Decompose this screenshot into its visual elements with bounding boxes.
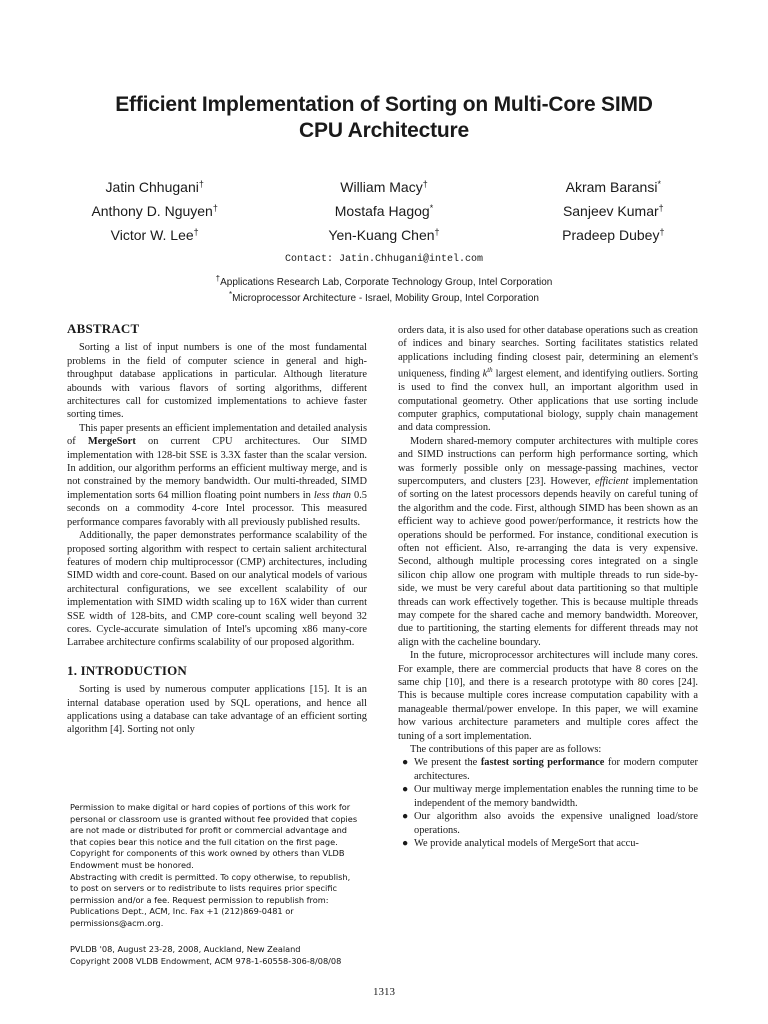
permission-line: Publications Dept., ACM, Inc. Fax +1 (212)869-0481 or bbox=[70, 906, 294, 917]
intro-continued-paragraph: orders data, it is also used for other database operations such as creation of indices and binary searches. Sorting facilitates statistics related applications including finding closest pair, determining an element's uniqueness, finding $k^{th}$ largest element, and identifying outliers. Sorting is used to find the convex hull, an important algorithm used in computational geometry. Other applications that use sorting include computer graphics, computational biology, supply chain management and data compression. bbox=[398, 325, 699, 434]
author-column-2 bbox=[274, 174, 494, 246]
author-name: Sanjeev Kumar† bbox=[562, 203, 664, 219]
permission-line: are not made or distributed for profit or commercial advantage and bbox=[70, 825, 347, 836]
paper-title-line-2: CPU Architecture bbox=[299, 119, 469, 142]
intro-paragraph-2: Modern shared-memory computer architectures with multiple cores and SIMD instructions can perform high performance sorting, which was formerly possible only on message-passing machines, vector supercomputers, and clusters [23]. However, efficient implementation of sorting on the latest processors depends heavily on careful tuning of the algorithm and the code. First, although SIMD has been shown as an efficient way to achieve good power/performance, it restricts how the operations should be performed. For instance, conditional execution is often not efficient. Also, re-arranging the data is very expensive. Second, although multiple processing cores integrated on a single silicon chip allow one program with multiple threads to run side-by-side, we must be very careful about data partitioning so that multiple threads can work effectively together. This is because multiple threads may compete for the shared cache and memory bandwidth. Moreover, due to partitioning, the starting elements for different threads may not align with the cacheline boundary. bbox=[398, 435, 698, 648]
affiliation-1: †Applications Research Lab, Corporate Technology Group, Intel Corporation bbox=[215, 274, 553, 288]
permission-line: Permission to make digital or hard copies of portions of this work for bbox=[70, 802, 351, 812]
contributions-lead: The contributions of this paper are as follows: bbox=[410, 744, 602, 756]
contact-line: Contact: Jatin.Chhugani@intel.com bbox=[284, 254, 484, 265]
venue-line: PVLDB '08, August 23-28, 2008, Auckland, New Zealand bbox=[70, 944, 301, 954]
author-name: Jatin Chhugani† bbox=[105, 179, 204, 195]
abstract-paragraph-2: This paper presents an efficient implementation and detailed analysis of MergeSort on current CPU architectures. Our SIMD implementation with 128-bit SSE is 3.3X faster than the scalar version. In addition, our algorithm performs an efficient multiway merge, and is not constrained by the memory bandwidth. Our multi-threaded, SIMD implementation sorts 64 million floating point numbers in less than 0.5 seconds on a commodity 4-core Intel processor. This measured performance compares favorably with all previously published results. bbox=[67, 422, 367, 528]
author-name: Mostafa Hagog* bbox=[334, 203, 434, 219]
affiliation-2: *Microprocessor Architecture - Israel, Mobility Group, Intel Corporation bbox=[229, 290, 539, 304]
venue-notice bbox=[70, 944, 370, 967]
author-column-1 bbox=[45, 174, 265, 246]
intro-paragraph-3: In the future, microprocessor architectures will include many cores. For example, there are commercial products that have 8 cores on the same chip [10], and there is a research prototype with 80 cores [24]. This is because multiple cores increase computation capability with a manageable thermal/power envelope. In this paper, we will examine how various architecture parameters and multiple cores affect the tuning of a sort implementation. bbox=[398, 650, 698, 742]
copyright-line: Copyright 2008 VLDB Endowment, ACM 978-1-60558-306-8/08/08 bbox=[70, 955, 342, 966]
permission-line: that copies bear this notice and the full citation on the first page. bbox=[70, 836, 338, 847]
page-number: 1313 bbox=[373, 986, 395, 998]
paper-title-line-1: Efficient Implementation of Sorting on Multi-Core SIMD bbox=[115, 93, 653, 116]
permission-line: to post on servers or to redistribute to lists requires prior specific bbox=[70, 883, 337, 894]
bullet-icon: ● bbox=[402, 757, 409, 769]
bullet-icon: ● bbox=[402, 811, 409, 823]
list-item: ● We provide analytical models of MergeSort that accu- bbox=[402, 837, 639, 849]
abstract-heading: ABSTRACT bbox=[67, 321, 140, 336]
abstract-paragraph-1: Sorting a list of input numbers is one of the most fundamental problems in the field of computer science in general and high-throughput database applications in particular. Although literature abounds with various flavors of sorting algorithms, different architectures call for customized implementations to achieve faster sorting times. bbox=[67, 342, 367, 421]
permission-line: permissions@acm.org. bbox=[70, 917, 164, 928]
bullet-icon: ● bbox=[402, 784, 409, 796]
bullet-icon: ● bbox=[402, 837, 409, 849]
contributions-list bbox=[398, 756, 698, 850]
author-name: Yen-Kuang Chen† bbox=[328, 227, 440, 243]
author-column-3 bbox=[503, 174, 723, 246]
abstract-paragraph-3: Additionally, the paper demonstrates performance scalability of the proposed sorting algorithm with respect to certain salient architectural features of modern chip multiprocessor (CMP) architectures, including SIMD width and core-count. Based on our analytical models of various architectural configurations, we see excellent scalability of our implementation with SIMD width scaling up to 16X wider than current SSE width of 128-bits, and CMP core-count scaling well beyond 32 cores. Cycle-accurate simulation of Intel's upcoming x86 many-core Larrabee architecture confirms scalability of our proposed algorithm. bbox=[67, 530, 367, 649]
list-item: ● We present the fastest sorting performance for modern computer architectures. bbox=[402, 757, 698, 782]
permission-line: Copyright for components of this work owned by others than VLDB bbox=[70, 848, 345, 859]
introduction-paragraph-1: Sorting is used by numerous computer applications [15]. It is an internal database operation used by SQL operations, and hence all applications using a database can take advantage of an efficient sorting algorithm [4]. Sorting not only bbox=[67, 684, 367, 736]
author-name: William Macy† bbox=[340, 179, 428, 195]
left-column bbox=[67, 322, 367, 737]
author-name: Pradeep Dubey† bbox=[562, 227, 665, 243]
introduction-heading: 1. INTRODUCTION bbox=[67, 662, 188, 678]
permission-line: Endowment must be honored. bbox=[70, 859, 194, 870]
permission-line: Abstracting with credit is permitted. To copy otherwise, to republish, bbox=[70, 871, 351, 882]
right-column bbox=[398, 324, 698, 850]
author-block bbox=[40, 174, 728, 246]
list-item: ● Our algorithm also avoids the expensive unaligned load/store operations. bbox=[402, 811, 698, 836]
paper-title bbox=[60, 92, 708, 144]
permission-line: permission and/or a fee. Request permission to republish from: bbox=[70, 894, 329, 905]
author-name: Victor W. Lee† bbox=[110, 227, 199, 243]
author-name: Akram Baransi* bbox=[565, 179, 661, 195]
author-name: Anthony D. Nguyen† bbox=[91, 203, 218, 219]
permission-notice bbox=[70, 802, 370, 930]
permission-line: personal or classroom use is granted without fee provided that copies bbox=[70, 813, 358, 824]
list-item: ● Our multiway merge implementation enables the running time to be independent of the memory bandwidth. bbox=[402, 784, 698, 809]
